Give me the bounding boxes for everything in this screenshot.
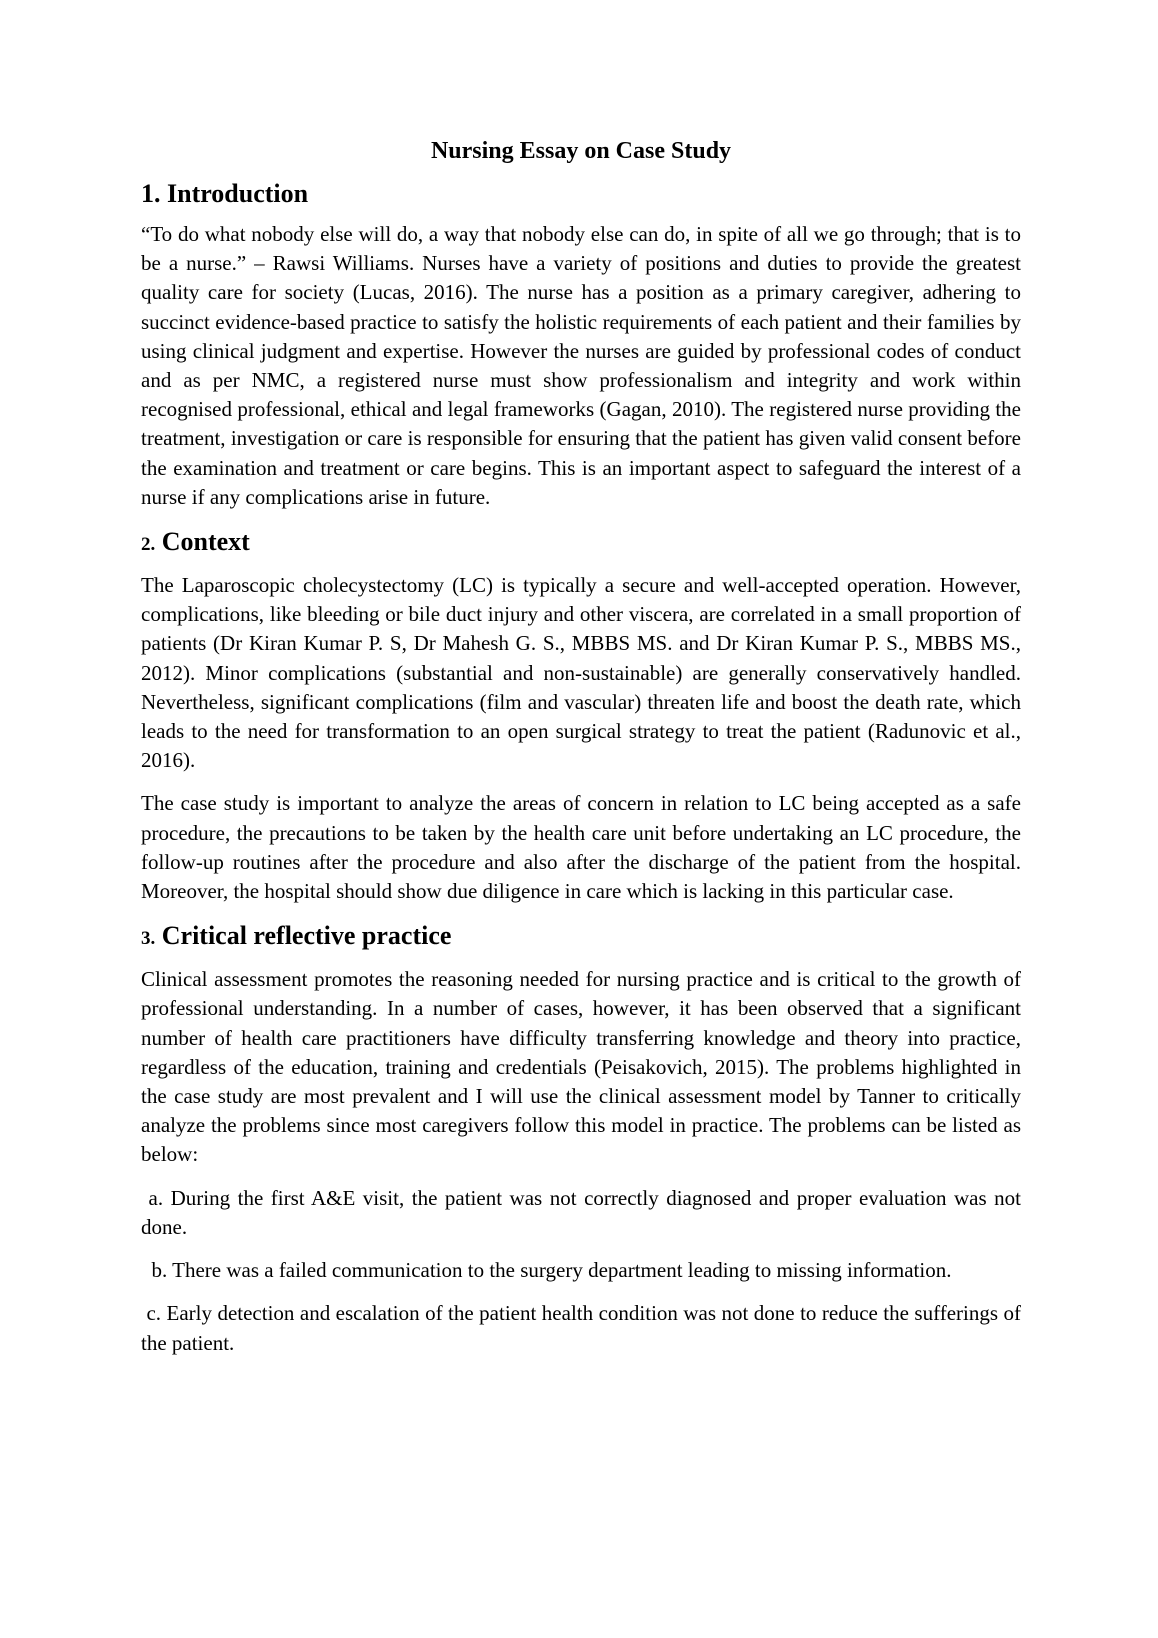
section-number: 3. — [141, 928, 156, 950]
problem-list-item-a: a. During the first A&E visit, the patient was not correctly diagnosed and proper evaluation was not done. — [141, 1185, 1027, 1239]
section-title: Context — [161, 527, 250, 557]
section-title: Critical reflective practice — [161, 921, 452, 951]
context-paragraph-2: The case study is important to analyze the areas of concern in relation to LC being accepted as a safe procedure, the precautions to be taken by the health care unit before undertaking an LC procedure, the follow-up routines after the procedure and also after the discharge of the patient from the hospital. Moreover, the hospital should show due diligence in care which is lacking in this particular case. — [141, 791, 1021, 904]
critical-practice-paragraph: Clinical assessment promotes the reasoning needed for nursing practice and is critical to the growth of professional understanding. In a number of cases, however, it has been observed that a significant number of health care practitioners have difficulty transferring knowledge and theory into practice, regardless of the education, training and credentials (Peisakovich, 2015). The problems highlighted in the case study are most prevalent and I will use the clinical assessment model by Tanner to critically analyze the problems since most caregivers follow this model in practice. The problems can be listed as below: — [141, 967, 1021, 1167]
section-heading-context — [141, 526, 1021, 561]
problem-list-item-c: c. Early detection and escalation of the patient health condition was not done to reduce the sufferings of the patient. — [141, 1301, 1027, 1355]
section-title: Introduction — [167, 179, 309, 208]
section-heading-introduction — [141, 178, 1021, 210]
problem-list-item-b: b. There was a failed communication to the surgery department leading to missing information. — [141, 1258, 952, 1283]
introduction-paragraph: “To do what nobody else will do, a way that nobody else can do, in spite of all we go through; that is to be a nurse.” – Rawsi Williams. Nurses have a variety of positions and duties to provide the greatest quality care for society (Lucas, 2016). The nurse has a position as a primary caregiver, adhering to succinct evidence-based practice to satisfy the holistic requirements of each patient and their families by using clinical judgment and expertise. However the nurses are guided by professional codes of conduct and as per NMC, a registered nurse must show professionalism and integrity and work within recognised professional, ethical and legal frameworks (Gagan, 2010). The registered nurse providing the treatment, investigation or care is responsible for ensuring that the patient has given valid consent before the examination and treatment or care begins. This is an important aspect to safeguard the interest of a nurse if any complications arise in future. — [141, 222, 1021, 509]
section-number: 1. — [141, 179, 161, 208]
document-page — [141, 136, 1027, 1372]
context-paragraph-1: The Laparoscopic cholecystectomy (LC) is typically a secure and well-accepted operation. However, complications, like bleeding or bile duct injury and other viscera, are correlated in a small proportion of patients (Dr Kiran Kumar P. S, Dr Mahesh G. S., MBBS MS. and Dr Kiran Kumar P. S., MBBS MS., 2012). Minor complications (substantial and non-sustainable) are generally conservatively handled. Nevertheless, significant complications (film and vascular) threaten life and boost the death rate, which leads to the need for transformation to an open surgical strategy to treat the patient (Radunovic et al., 2016). — [141, 573, 1021, 773]
section-heading-critical-reflective-practice — [141, 920, 1021, 955]
document-title: Nursing Essay on Case Study — [430, 138, 732, 164]
section-number: 2. — [141, 534, 156, 556]
